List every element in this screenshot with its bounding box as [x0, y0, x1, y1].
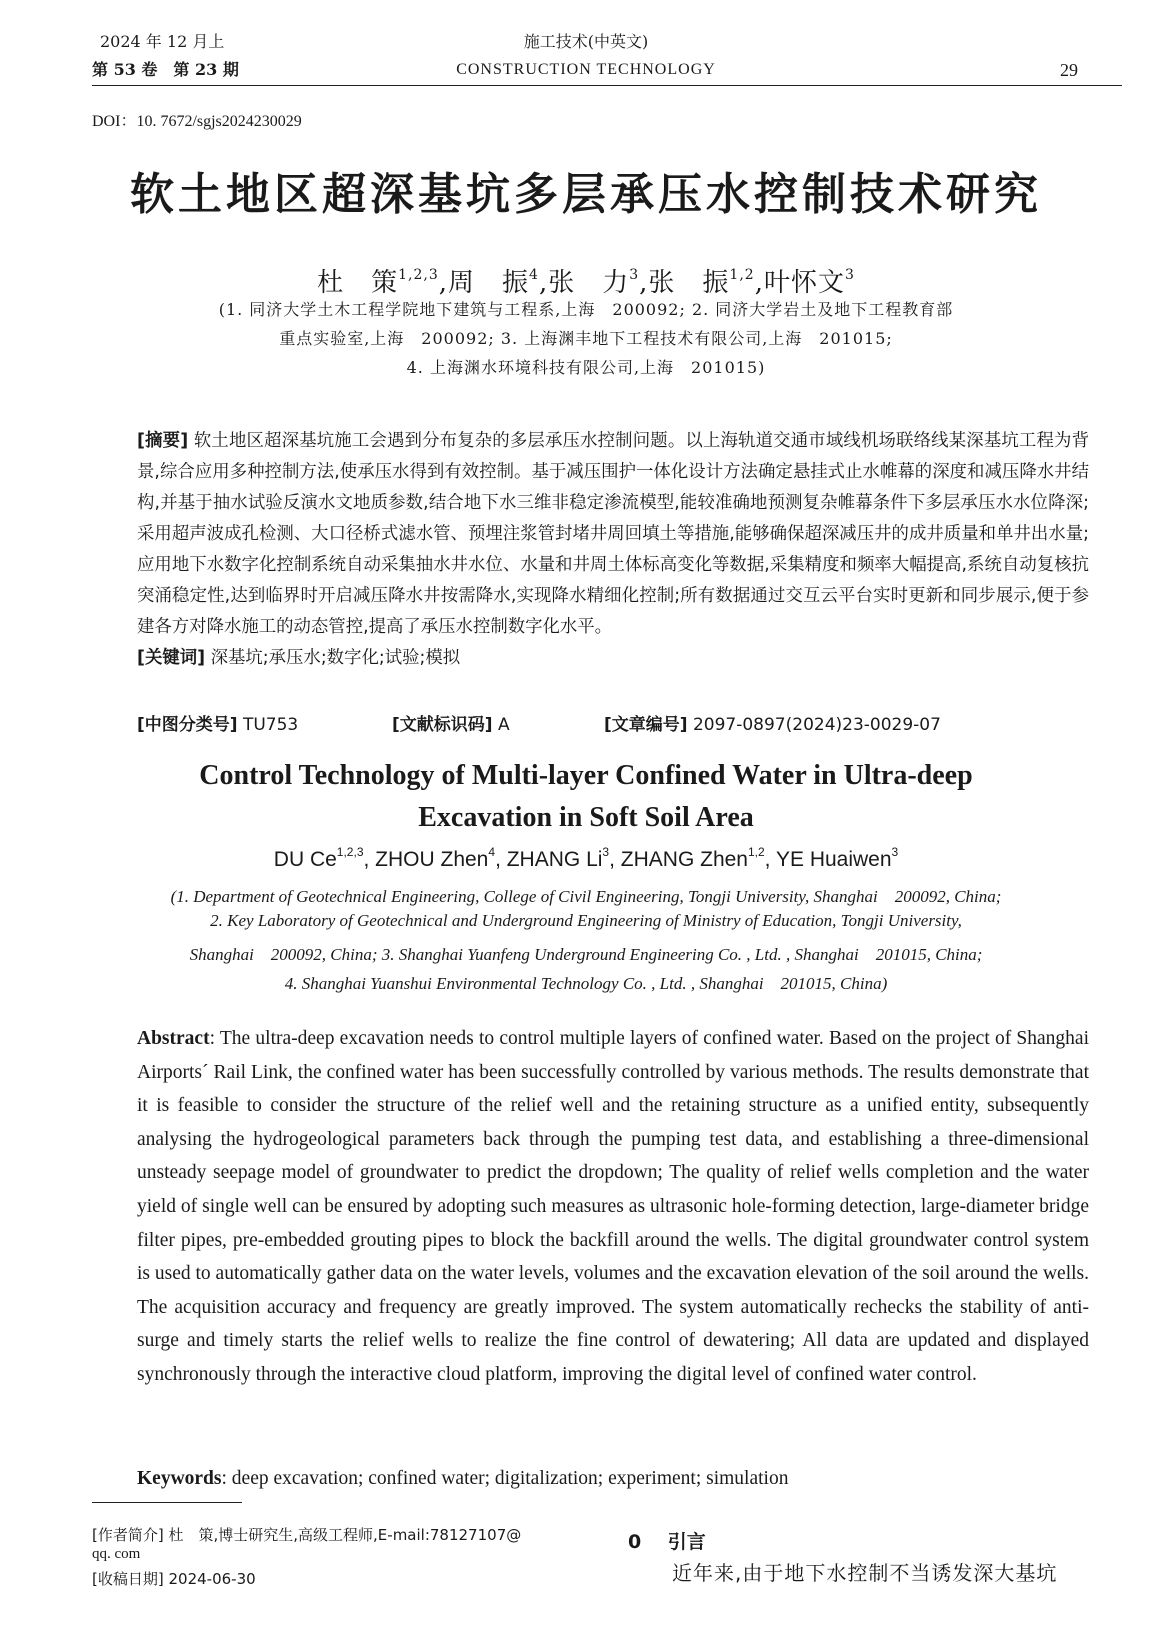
author-en: DU Ce	[273, 848, 337, 871]
authors-en: DU Ce$^{1,2,3}$, ZHOU Zhen$^4$, ZHANG Li$^3$, ZHANG Zhen$^{1,2}$, YE Huaiwen$^3$	[273, 845, 899, 871]
abstract-en-label: Abstract	[137, 1028, 210, 1049]
article-number-label: [文章编号]	[604, 715, 688, 735]
affiliation-cn-line: 重点实验室,上海 200092; 3. 上海渊丰地下工程技术有限公司,上海 201015;	[279, 329, 893, 348]
author-en: ZHANG Li	[506, 848, 603, 871]
keywords-cn-text: 深基坑;承压水;数字化;试验;模拟	[210, 648, 461, 668]
author-en: ZHOU Zhen	[375, 848, 489, 871]
author-bio-label: [作者简介]	[92, 1526, 164, 1544]
abstract-en: Abstract: The ultra-deep excavation needs to control multiple layers of confined water. Based on the project of Shanghai Airports´ Rail Link, the confined water has been successfully controlled by various methods. The results demonstrate that it is feasible to consider the structure of the relief well and the retaining structure as a unified entity, subsequently analysing the hydrogeological parameters back through the pumping test data, and establishing a three-dimensional unsteady seepage model of groundwater to predict the dropdown; The quality of relief wells completion and the water yield of single well can be ensured by adopting such measures as ultrasonic hole-forming detection, large-diameter bridge filter pipes, pre-embedded grouting pipes to block the backfill around the wells. The digital groundwater control system is used to automatically gather data on the water levels, volumes and the excavation elevation of the soil around the wells. The acquisition accuracy and frequency are greatly improved. The system automatically rechecks the stability of anti-surge and timely starts the relief wells to realize the fine control of dewatering; All data are updated and displayed synchronously through the interactive cloud platform, improving the digital level of confined water control.	[137, 1028, 1089, 1385]
footnote-rule	[92, 1502, 242, 1503]
author-bio	[92, 1524, 521, 1545]
title-en	[0, 755, 1172, 839]
author-en: ZHANG Zhen	[620, 848, 748, 871]
author-sup: 1,2	[747, 845, 765, 859]
author-sup: 3	[891, 845, 899, 859]
affiliation-en-line: (1. Department of Geotechnical Engineering, College of Civil Engineering, Tongji University, Shanghai 200092, China;	[170, 887, 1002, 906]
section-title: 引言	[667, 1531, 706, 1553]
author-sup: 1,2,3	[336, 845, 364, 859]
title-cn: 软土地区超深基坑多层承压水控制技术研究	[130, 169, 1042, 220]
keywords-en-label: Keywords	[137, 1468, 222, 1489]
affiliation-en-line: Shanghai 200092, China; 3. Shanghai Yuanfeng Underground Engineering Co. , Ltd. , Shanghai 201015, China;	[189, 945, 983, 964]
author-sup: 1,2	[729, 267, 755, 283]
received-date-label: [收稿日期]	[92, 1570, 164, 1588]
author-bio-text: 杜 策,博士研究生,高级工程师,E-mail:78127107@	[168, 1526, 522, 1544]
received-date-value: 2024-06-30	[168, 1570, 256, 1588]
clc-label: [中图分类号]	[137, 715, 238, 735]
article-number-value: 2097-0897(2024)23-0029-07	[692, 715, 941, 735]
journal-name-cn: 施工技术(中英文)	[523, 32, 649, 51]
author-cn: 张 振	[648, 268, 730, 298]
journal-name-en: CONSTRUCTION TECHNOLOGY	[456, 61, 716, 78]
doc-code-value: A	[497, 715, 510, 735]
author-sup: 3	[629, 267, 640, 283]
affiliation-cn-line: 4. 上海渊水环境科技有限公司,上海 201015)	[406, 358, 766, 377]
affiliation-cn-line: (1. 同济大学土木工程学院地下建筑与工程系,上海 200092; 2. 同济大学岩土及地下工程教育部	[218, 300, 954, 319]
affiliation-en-line: 4. Shanghai Yuanshui Environmental Technology Co. , Ltd. , Shanghai 201015, China)	[284, 974, 888, 993]
doi: DOI：10. 7672/sgjs2024230029	[92, 113, 302, 130]
header-rule	[92, 85, 1122, 86]
page-number: 29	[1060, 60, 1078, 80]
author-sup: 4	[529, 267, 539, 283]
author-sup: 4	[488, 845, 496, 859]
abstract-en-text: The ultra-deep excavation needs to control multiple layers of confined water. Based on the project of Shanghai Airports´ Rail Link, the confined water has been successfully controlled by various methods. The results demonstrate that it is feasible to consider the structure of the relief well and the retaining structure as a unified entity, subsequently analysing the hydrogeological parameters back through the pumping test data, and establishing a three-dimensional unsteady seepage model of groundwater to predict the dropdown; The quality of relief wells completion and the water yield of single well can be ensured by adopting such measures as ultrasonic hole-forming detection, large-diameter bridge filter pipes, pre-embedded grouting pipes to block the backfill around the wells. The digital groundwater control system is used to automatically gather data on the water levels, volumes and the excavation elevation of the soil around the wells. The acquisition accuracy and frequency are greatly improved. The system automatically rechecks the stability of anti-surge and timely starts the relief wells to realize the fine control of dewatering; All data are updated and displayed synchronously through the interactive cloud platform, improving the digital level of confined water control.	[137, 1028, 1089, 1385]
clc-code	[137, 710, 298, 735]
title-en-line: Excavation in Soft Soil Area	[418, 802, 754, 833]
author-cn: 周 振	[448, 268, 530, 298]
clc-value: TU753	[242, 715, 299, 735]
authors-cn: 杜 策$^{1,2,3}$,周 振$^4$,张 力$^3$,张 振$^{1,2}$,叶怀文$^3$	[317, 267, 855, 298]
volume-issue: 第 53 卷 第 23 期	[92, 60, 239, 79]
author-sup: 1,2,3	[398, 267, 439, 283]
issue-date: 2024 年 12 月上	[100, 32, 225, 51]
author-sup: 3	[602, 845, 610, 859]
section-heading	[628, 1527, 706, 1554]
doc-code-label: [文献标识码]	[392, 715, 493, 735]
author-sup: 3	[844, 267, 855, 283]
abstract-cn-label: [摘要]	[137, 431, 189, 451]
author-cn: 杜 策	[317, 268, 399, 298]
author-cn: 张 力	[548, 268, 630, 298]
received-date	[92, 1568, 256, 1589]
doc-code	[392, 710, 510, 735]
section-number: 0	[628, 1531, 642, 1553]
author-cn: 叶怀文	[763, 268, 845, 298]
abstract-cn	[137, 426, 1089, 674]
title-en-line: Control Technology of Multi-layer Confined Water in Ultra-deep	[199, 760, 973, 791]
keywords-cn-label: [关键词]	[137, 648, 206, 668]
keywords-en-text: deep excavation; confined water; digitalization; experiment; simulation	[231, 1468, 789, 1489]
author-en: YE Huaiwen	[775, 848, 892, 871]
body-text-start: 近年来,由于地下水控制不当诱发深大基坑	[672, 1561, 1058, 1585]
article-number	[604, 710, 941, 735]
author-bio-cont: qq. com	[92, 1546, 141, 1562]
keywords-en: Keywords: deep excavation; confined water; digitalization; experiment; simulation	[137, 1468, 789, 1489]
abstract-cn-text: 软土地区超深基坑施工会遇到分布复杂的多层承压水控制问题。以上海轨道交通市域线机场联络线某深基坑工程为背景,综合应用多种控制方法,使承压水得到有效控制。基于减压围护一体化设计方法确定悬挂式止水帷幕的深度和减压降水井结构,并基于抽水试验反演水文地质参数,结合地下水三维非稳定渗流模型,能较准确地预测复杂帷幕条件下多层承压水水位降深;采用超声波成孔检测、大口径桥式滤水管、预埋注浆管封堵井周回填土等措施,能够确保超深减压井的成井质量和单井出水量;应用地下水数字化控制系统自动采集抽水井水位、水量和井周土体标高变化等数据,采集精度和频率大幅提高,系统自动复核抗突涌稳定性,达到临界时开启减压降水井按需降水,实现降水精细化控制;所有数据通过交互云平台实时更新和同步展示,便于参建各方对降水施工的动态管控,提高了承压水控制数字化水平。	[137, 431, 1089, 637]
affiliation-en-line: 2. Key Laboratory of Geotechnical and Underground Engineering of Ministry of Education, Tongji University,	[210, 911, 962, 930]
